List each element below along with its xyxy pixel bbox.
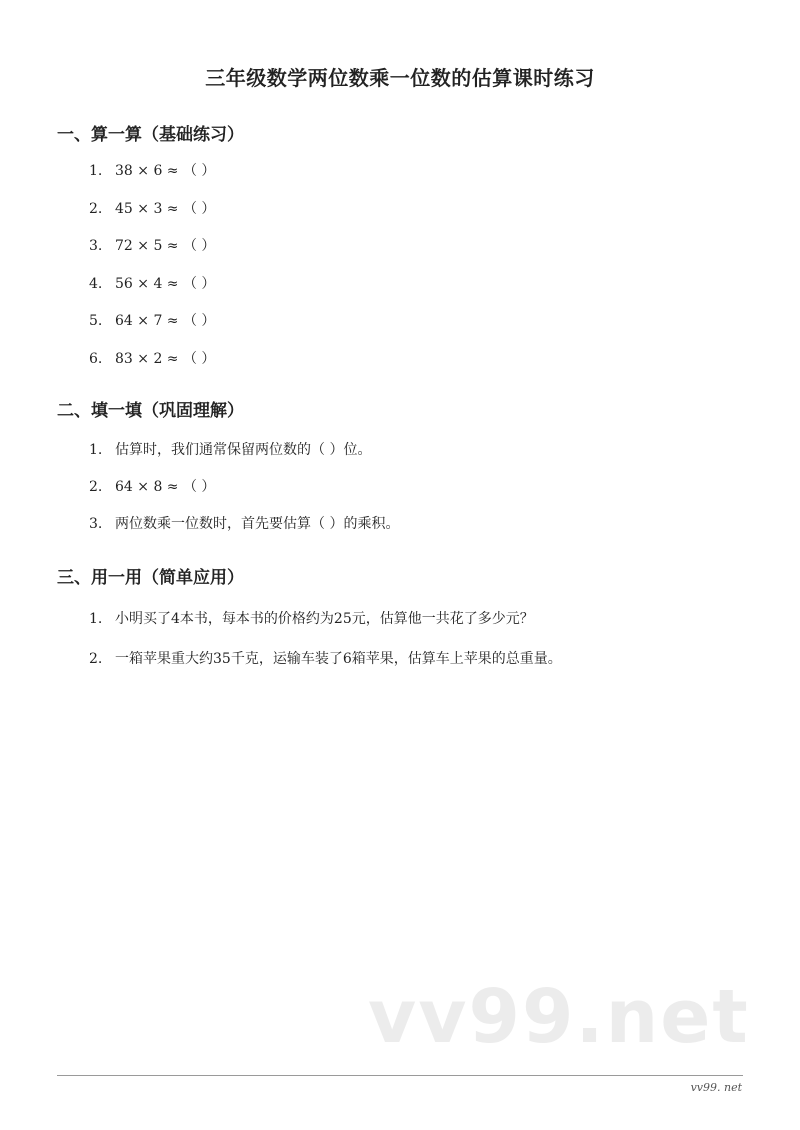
question-list — [57, 440, 757, 534]
question-item — [89, 274, 757, 294]
section-heading: 二、填一填（巩固理解） — [57, 401, 244, 421]
question-item — [89, 311, 757, 331]
question-text: 估算时，我们通常保留两位数的（ ）位。 — [115, 442, 372, 458]
question-list — [57, 609, 757, 669]
watermark: vv99.net — [368, 974, 750, 1060]
page-title: 三年级数学两位数乘一位数的估算课时练习 — [205, 66, 595, 90]
question-item — [89, 199, 757, 219]
question-number: 1. — [89, 163, 103, 179]
question-text: 一箱苹果重大约35千克，运输车装了6箱苹果，估算车上苹果的总重量。 — [115, 651, 562, 667]
question-number: 3. — [89, 516, 103, 532]
question-number: 1. — [89, 442, 103, 458]
question-text: 64 × 8 ≈ （ ） — [115, 479, 216, 495]
question-text: 小明买了4本书，每本书的价格约为25元，估算他一共花了多少元？ — [115, 611, 534, 627]
section-basic-practice — [57, 122, 757, 387]
question-text: 两位数乘一位数时，首先要估算（ ）的乘积。 — [115, 516, 400, 532]
question-item — [89, 609, 757, 629]
question-text: 56 × 4 ≈ （ ） — [115, 275, 216, 292]
question-number: 3. — [89, 238, 103, 255]
section-consolidation — [57, 398, 757, 551]
section-heading: 一、算一算（基础练习） — [57, 125, 244, 145]
question-text: 45 × 3 ≈ （ ） — [115, 200, 216, 217]
question-list — [57, 161, 757, 369]
question-number: 2. — [89, 200, 103, 217]
question-item — [89, 514, 757, 534]
footer-site-label: vv99. net — [690, 1081, 742, 1094]
question-number: 2. — [89, 479, 103, 495]
question-item — [89, 440, 757, 460]
question-number: 2. — [89, 651, 103, 667]
section-application — [57, 565, 757, 689]
question-number: 4. — [89, 275, 103, 292]
question-text: 83 × 2 ≈ （ ） — [115, 350, 216, 367]
question-text: 64 × 7 ≈ （ ） — [115, 313, 216, 330]
question-item — [89, 477, 757, 497]
question-item — [89, 236, 757, 256]
question-item — [89, 349, 757, 369]
question-text: 38 × 6 ≈ （ ） — [115, 163, 216, 179]
question-text: 72 × 5 ≈ （ ） — [115, 238, 216, 255]
question-number: 6. — [89, 350, 103, 367]
footer-divider — [57, 1075, 743, 1076]
question-item — [89, 161, 757, 181]
section-heading: 三、用一用（简单应用） — [57, 568, 244, 588]
question-number: 1. — [89, 611, 103, 627]
question-number: 5. — [89, 313, 103, 330]
question-item — [89, 649, 757, 669]
